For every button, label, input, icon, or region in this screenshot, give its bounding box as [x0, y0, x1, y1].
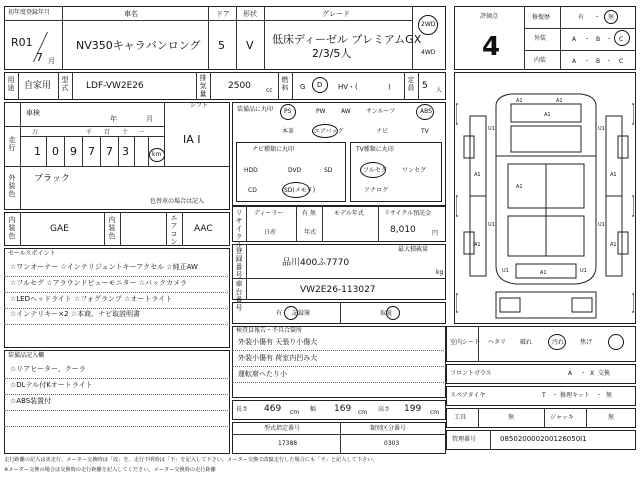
aircon-label: エアコン	[170, 214, 178, 246]
navi-dvd: DVD	[288, 167, 302, 174]
glass-label: フロントガラス	[450, 370, 492, 377]
exterior-opt-b: B	[596, 36, 601, 43]
glass-opt-a: A	[568, 370, 573, 377]
sales-points-label: セールスポイント	[8, 250, 56, 257]
damage-label-14: U1	[580, 268, 587, 274]
records-manual: 取説	[380, 310, 393, 317]
seat-opt-2: 破れ	[520, 339, 533, 346]
car-damage-diagram	[456, 76, 634, 322]
fuel-g: G	[300, 83, 306, 91]
model-value: LDF-VW2E26	[86, 81, 144, 91]
inspection-year: 年	[110, 115, 117, 123]
color-value: ブラック	[34, 174, 70, 184]
width-unit: cm	[358, 409, 368, 416]
seat-opt-3: 汚れ	[552, 339, 565, 346]
color-label: 外装色	[8, 174, 16, 198]
fuel-close: )	[388, 83, 391, 91]
recycle-fee-unit: 円	[432, 230, 439, 237]
interior-opt-sep1: ・	[584, 58, 591, 65]
spare-opt-kit: 修理キット	[560, 392, 590, 399]
damage-label-7: A1	[610, 172, 617, 178]
height-value: 199	[404, 404, 422, 414]
spare-opt-sep2: ・	[596, 392, 603, 399]
grade-label: グレード	[322, 10, 350, 18]
category-label: 類別区分番号	[370, 425, 407, 432]
interior-opt-sep2: ・	[606, 58, 613, 65]
spec-row	[4, 72, 446, 100]
disp-value: 2500	[228, 81, 251, 91]
interior-opt-b: B	[596, 58, 601, 65]
spare-opt-sep1: ・	[552, 392, 559, 399]
damage-label-12: A1	[610, 242, 617, 248]
sales-point-4: ☆インテリキー×2 ☆本商、ナビ取説明書	[10, 310, 141, 318]
model-year-label: モデル年式	[334, 210, 364, 217]
seat-opt-4: 焦げ	[580, 339, 593, 346]
damage-label-3: A1	[544, 112, 551, 118]
tools-label: 工具	[454, 414, 467, 421]
mileage-unit-10: 十	[122, 129, 129, 136]
damage-label-9: U1	[488, 222, 495, 228]
equip-leather: 本革	[282, 128, 295, 135]
damage-label-6: A1	[474, 172, 481, 178]
interior-color-value: GAE	[50, 224, 69, 234]
records-block	[232, 302, 446, 324]
extra-equipment-3: ☆ABS装置付	[10, 397, 52, 405]
mileage-digit-3: 9	[70, 145, 77, 158]
spare-opt-t: T	[542, 392, 546, 399]
equip-airbag: エアバッグ	[314, 128, 344, 135]
tv-type-label: TV種類に丸印	[356, 146, 394, 153]
shape-label: 形状	[243, 10, 257, 18]
damage-label-11: A1	[474, 242, 481, 248]
damage-label-10: U1	[598, 222, 605, 228]
height-unit: cm	[430, 409, 440, 416]
damage-label-4: U1	[488, 126, 495, 132]
damage-label-2: A1	[556, 98, 563, 104]
shape-value: V	[246, 39, 254, 52]
shift-value: IA I	[183, 133, 201, 146]
capacity-value: 5	[422, 81, 428, 91]
equip-ps: PS	[284, 108, 292, 115]
interior-label: 内装	[534, 57, 547, 64]
interior-opt-c: C	[619, 58, 624, 65]
interior-opt-a: A	[572, 58, 577, 65]
spare-tire-label: スペアタイヤ	[450, 392, 486, 399]
max-load-unit: kg	[436, 269, 444, 276]
repair-label: 修復歴	[532, 14, 551, 21]
inspector-notes-label: 検査員報告・不具合箇所	[236, 327, 303, 334]
reg-date-label: 初年度登録年月	[8, 9, 51, 16]
footer-note-2: ※メーター交換の場合は交換時の走行距離を記入してください。メーター交換時の走行距離	[4, 467, 216, 473]
fuel-d: D	[317, 81, 323, 89]
recycle-fee-value: 8,010	[390, 225, 416, 235]
mileage-digit-4: 7	[88, 145, 95, 158]
damage-label-8: A1	[516, 184, 523, 190]
max-load-label: 最大積載量	[398, 246, 429, 253]
management-label: 管理番号	[452, 436, 477, 443]
category-value: 0303	[384, 440, 400, 447]
interior-color-label: 内装色	[8, 216, 16, 240]
disp-label: 排気量	[199, 74, 207, 98]
drive-2wd: 2WD	[421, 21, 436, 28]
mileage-unit-1000: 千	[86, 129, 93, 136]
fuel-hv: HV・(	[338, 83, 358, 91]
extra-equipment-label: 装備品記入欄	[8, 352, 45, 359]
equip-pw: PW	[316, 108, 326, 115]
jack-label: ジャッキ	[550, 414, 574, 421]
glass-opt-x: X	[590, 370, 595, 377]
glass-opt-sep: ・	[580, 370, 587, 377]
equip-navi: ナビ	[376, 128, 389, 135]
door-label: ドア	[216, 10, 230, 18]
mileage-unit: km	[152, 151, 162, 158]
seat-extra-circle	[608, 334, 624, 350]
inspection-month: 月	[146, 115, 153, 123]
damage-label-5: U1	[598, 126, 605, 132]
navi-cd: CD	[248, 187, 257, 194]
navi-sd-memory: SD(メモリ)	[284, 187, 316, 194]
chassis-value: VW2E26-113027	[300, 285, 376, 295]
mileage-digit-6: 3	[122, 145, 129, 158]
height-label: 高さ	[378, 406, 391, 413]
sales-point-1: ☆ワンオーナー ☆インテリジェントキーアクセル ☆純正AW	[10, 263, 198, 271]
sales-point-2: ☆フルセグ ☆アラウンドビューモニター ☆バックカメラ	[10, 279, 187, 287]
length-value: 469	[264, 404, 282, 414]
exterior-label: 外装	[534, 35, 547, 42]
exterior-opt-c: C	[619, 36, 624, 43]
repair-opt-no: 無	[608, 14, 615, 21]
inspector-note-3: 運転席ヘたり小	[238, 370, 287, 378]
repair-opt-yes: 有	[578, 14, 585, 21]
records-yes: 有	[276, 310, 283, 317]
dealer-no: 無	[310, 210, 317, 217]
management-value: 085020000200126050I1	[500, 435, 587, 443]
disp-unit: cc	[266, 87, 273, 94]
mileage-unit-10000: 万	[32, 129, 39, 136]
mileage-label: 走行	[8, 136, 16, 152]
dealer-yes: 有	[302, 210, 309, 217]
inspector-notes-block	[232, 326, 446, 398]
dealer-value: 日産	[264, 229, 277, 236]
spare-opt-none: 無	[606, 392, 613, 399]
car-name-label: 車名	[124, 10, 138, 18]
reg-era: R01	[11, 36, 33, 49]
car-name: NV350キャラバンロング	[76, 39, 201, 52]
grade-line2: 2/3/5人	[312, 47, 352, 60]
recycle-fee-label: リサイクル預託金	[384, 210, 432, 217]
recycle-label: リサイクル	[235, 209, 243, 249]
grade-line1: 低床ディーゼル プレミアムGX	[272, 33, 422, 46]
jack-value: 無	[608, 414, 615, 421]
usage-label: 用途	[7, 76, 15, 92]
aircon-value: AAC	[194, 224, 213, 234]
interior-color-label-2: 内装色	[108, 216, 116, 240]
damage-label-13: U1	[502, 268, 509, 274]
score-value: 4	[482, 32, 501, 62]
width-label: 幅	[310, 406, 317, 413]
exterior-opt-sep1: ・	[584, 36, 591, 43]
glass-opt-replace: 交換	[598, 370, 611, 377]
equip-tv: TV	[421, 128, 429, 135]
equip-abs: ABS	[420, 108, 432, 115]
width-value: 169	[334, 404, 352, 414]
sales-point-3: ☆LEDヘッドライト ☆フォグランプ ☆オートライト	[10, 295, 173, 303]
extra-equipment-2: ☆DLテル付Kオートライト	[10, 381, 93, 389]
mileage-digit-5: 7	[106, 145, 113, 158]
usage-value: 自家用	[24, 81, 52, 91]
footer-note-1: 走行距離の記入は実走行、メーター交換時は「改」を、走行不明時は「不」を記入して下さい。メーター交換で改竄走行した場合にも「不」と記入して下さい。	[4, 457, 378, 463]
length-label: 長さ	[236, 406, 249, 413]
equip-aw: AW	[341, 108, 351, 115]
registration-label: 登録番号	[235, 247, 243, 279]
tools-value: 無	[508, 414, 515, 421]
door-value: 5	[218, 39, 225, 52]
reg-month-unit: 月	[48, 57, 55, 65]
navi-hdd: HDD	[244, 167, 258, 174]
tv-analog: アナログ	[364, 187, 389, 194]
repair-opt-sep: ・	[594, 14, 601, 21]
length-unit: cm	[290, 409, 300, 416]
tv-oneseg: ワンセグ	[402, 167, 427, 174]
inspector-note-1: 外装小傷有 天張り小傷大	[238, 338, 318, 346]
capacity-unit: 人	[436, 87, 443, 94]
model-designation-label: 型式指定番号	[264, 425, 301, 432]
mileage-digit-2: 0	[52, 145, 59, 158]
exterior-opt-sep2: ・	[606, 36, 613, 43]
model-designation-value: 17388	[278, 440, 298, 447]
equip-sunroof: サンルーフ	[366, 108, 396, 115]
mileage-unit-100: 百	[104, 129, 111, 136]
mileage-digit-1: 1	[34, 145, 41, 158]
chassis-label: 車台番号	[235, 280, 243, 312]
shift-label: シフト	[190, 102, 209, 109]
dealer-label: ディーラー	[254, 210, 284, 217]
model-label: 型式	[61, 76, 69, 92]
navi-type-label: ナビ種類に丸印	[252, 146, 295, 153]
extra-equipment-1: ☆リアヒーター、クーラ	[10, 365, 86, 373]
reg-month: 7	[36, 51, 43, 64]
seat-label: 室内シート	[450, 339, 481, 346]
navi-sd: SD	[324, 167, 333, 174]
equipment-label: 装備品に丸印	[237, 106, 274, 113]
exterior-opt-a: A	[572, 36, 577, 43]
records-label: 記録簿	[292, 310, 311, 317]
tv-fullseg: フルセグ	[363, 167, 387, 174]
registration-value: 品川400ふ7770	[282, 258, 350, 268]
inspection-label: 車検	[26, 109, 40, 117]
drive-4wd: 4WD	[421, 49, 436, 56]
damage-label-1: A1	[516, 98, 523, 104]
year-label: 年式	[304, 229, 317, 236]
mileage-unit-1: 一	[138, 129, 145, 136]
damage-label-15: A1	[540, 270, 547, 276]
seat-opt-1: ヘタリ	[488, 339, 507, 346]
inspector-note-2: 外装小傷有 荷室内凹み大	[238, 354, 318, 362]
capacity-label: 定員	[407, 76, 415, 92]
fuel-label: 燃料	[281, 76, 289, 92]
color-note: 色替車の場合は記入	[150, 198, 205, 205]
score-label: 評価点	[480, 13, 499, 20]
